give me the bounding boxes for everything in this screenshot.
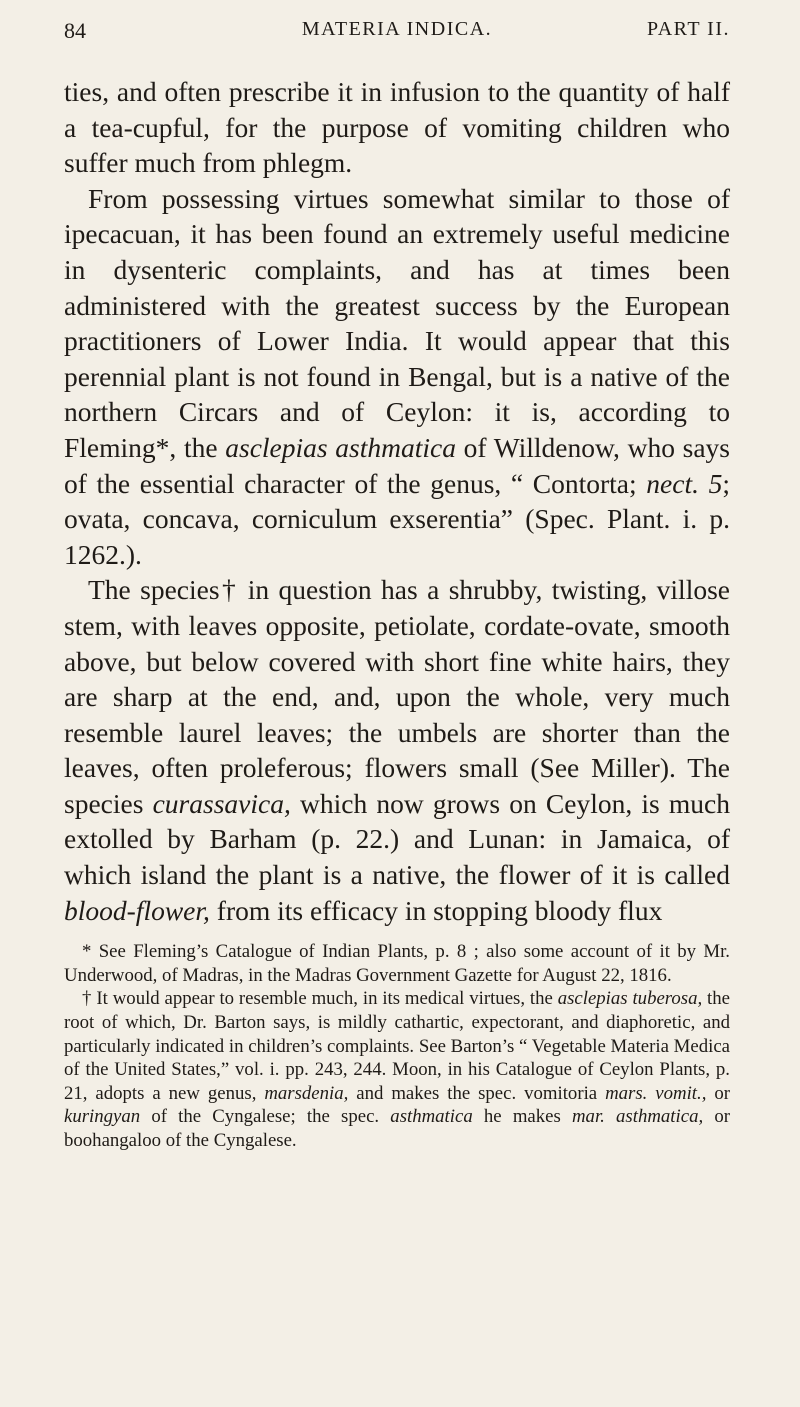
text-run: of Willdenow, who says of the essential character of the genus, “ Contorta; — [64, 431, 730, 499]
text-run: or — [706, 1082, 730, 1104]
text-run: † It would appear to resemble much, in its medical virtues, the — [82, 988, 558, 1010]
species-name: curassavica, — [152, 787, 291, 819]
footnote-barton — [64, 987, 730, 1152]
text-run: ; ovata, concava, corniculum exserentia” (Spec. Plant. i. p. 1262.). — [64, 467, 730, 570]
common-name: blood-flower, — [64, 894, 210, 926]
paragraph-continuation — [64, 74, 730, 181]
species-name: asclepias asthmatica — [225, 431, 456, 463]
text-run: which now grows on Ceylon, is much extolled by Barham (p. 22.) and Lunan: in Jamaica, of which island the plant is a native, the flower of it is called — [64, 787, 730, 891]
footnotes — [64, 940, 730, 1152]
text-run: or boohangaloo of the Cyngalese. — [64, 1106, 730, 1151]
text-run: ties, and often prescribe it in infusion to the quantity of half a tea-cupful, for the purpose of vomiting children who suffer much from phlegm. — [64, 76, 730, 179]
text-run: The species† in question has a shrubby, twisting, villose stem, with leaves opposite, petiolate, cordate-ovate, smooth above, but below covered with short fine white hairs, they are sharp at the end, and, upon the whole, very much resemble laurel leaves; the umbels are shorter than the leaves, often proleferous; flowers small (See Miller). The species — [64, 574, 730, 819]
paragraph-species — [64, 572, 730, 928]
botanical-term: nect. 5 — [646, 467, 723, 499]
text-run: he makes — [472, 1106, 572, 1128]
text-run: the root of which, Dr. Barton says, is mildly cathartic, expectorant, and diaphoretic, and particularly indicated in children’s complaints. See Barton’s “ Vegetable Materia Medica of the United States,” vol. i. pp. 243, 244. Moon, in his Catalogue of Ceylon Plants, p. 21, adopts a new genus, — [64, 988, 731, 1104]
paragraph-ipecacuan — [64, 181, 730, 573]
text-run: * See Fleming’s Catalogue of Indian Plants, p. 8 ; also some account of it by Mr. Underwood, of Madras, in the Madras Government Gazette for August 22, 1816. — [64, 941, 730, 986]
local-name: kuringyan — [64, 1106, 141, 1128]
footnote-fleming — [64, 940, 730, 987]
species-name: asclepias tuberosa, — [557, 988, 703, 1010]
running-head — [64, 0, 730, 74]
main-text — [64, 74, 730, 928]
part-label: PART II. — [646, 18, 730, 40]
species-name: mars. vomit., — [605, 1082, 707, 1104]
genus-name: marsdenia, — [264, 1082, 349, 1104]
text-run: from its efficacy in stopping bloody flux — [209, 894, 663, 926]
species-name: mar. asthmatica, — [571, 1106, 704, 1128]
text-run: of the Cyngalese; the spec. — [140, 1106, 391, 1128]
species-name: asthmatica — [390, 1106, 473, 1128]
text-run: and makes the spec. vomitoria — [348, 1082, 606, 1104]
text-run: From possessing virtues somewhat similar to those of ipecacuan, it has been found an extremely useful medicine in dysenteric complaints, and has at times been administered with the greatest success by the European practitioners of Lower India. It would appear that this perennial plant is not found in Bengal, but is a native of the northern Circars and of Ceylon: it is, according to Fleming*, the — [64, 182, 730, 463]
running-title: MATERIA INDICA. — [301, 18, 493, 40]
page-number: 84 — [64, 18, 86, 43]
